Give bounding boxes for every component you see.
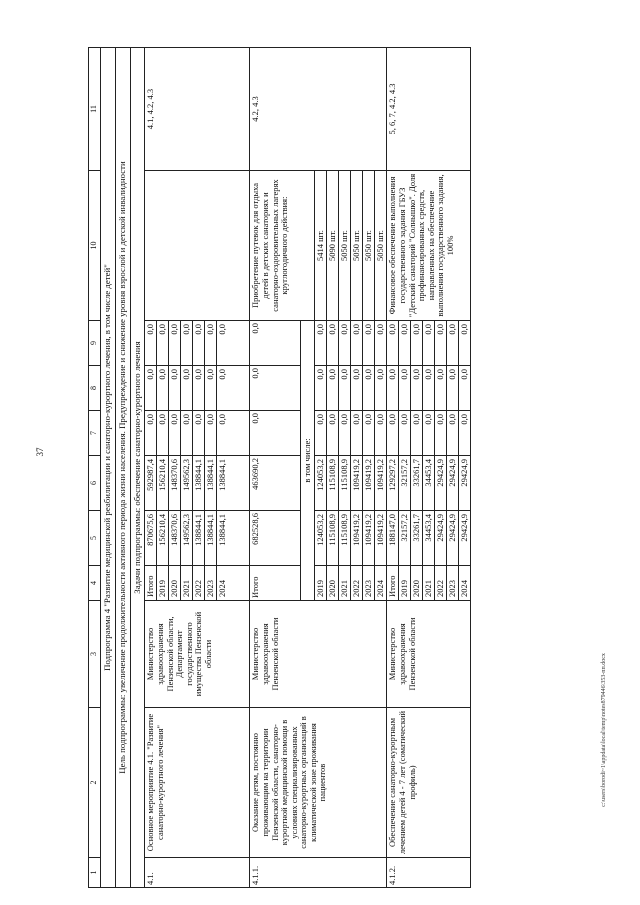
amount-value: 0,0 <box>459 369 470 380</box>
amount-value: 0,0 <box>315 321 327 365</box>
amount-value: 0,0 <box>351 321 363 365</box>
amount-value: 0,0 <box>145 366 157 410</box>
rotated-page <box>88 48 613 888</box>
amount-value: 463690,2 <box>250 456 301 511</box>
amount-value: 0,0 <box>250 366 301 411</box>
table-row <box>387 48 471 888</box>
amount-value: 0,0 <box>327 321 339 365</box>
amount-value: 34453,4 <box>423 511 435 565</box>
amount-value: 0,0 <box>411 366 423 410</box>
program-table <box>88 47 471 888</box>
column-header: 8 <box>89 366 101 411</box>
amount-value: 149562,3 <box>181 511 193 565</box>
amount-value: 156210,4 <box>157 456 169 510</box>
amount-value: 592987,4 <box>145 456 157 510</box>
amount-value: 0,0 <box>339 321 351 365</box>
amount-value: 32157,2 <box>399 456 411 510</box>
amount-value: 29424,9 <box>435 456 447 510</box>
amount-value: 0,0 <box>205 321 217 365</box>
indicator-ref: 5, 6, 7, 4.2, 4.3 <box>387 48 471 171</box>
amount-value: 115108,9 <box>339 511 351 565</box>
amount-value: 109419,2 <box>375 514 386 546</box>
amount-value: 29424,9 <box>459 459 470 487</box>
amount-local-cell <box>387 366 471 411</box>
subprogram-task: Задачи подпрограммы: обеспечение санаторно-курортного лечения <box>130 48 145 888</box>
year-cell <box>387 566 471 601</box>
amount-local-cell <box>315 366 387 411</box>
amount-value: 29424,9 <box>459 514 470 542</box>
amount-total-cell <box>315 511 387 566</box>
amount-value: 0,0 <box>250 321 301 366</box>
amount-other-cell <box>387 321 471 366</box>
amount-value: 0,0 <box>339 411 351 455</box>
amount-value: 0,0 <box>157 321 169 365</box>
amount-total-cell <box>387 511 471 566</box>
amount-value: 0,0 <box>157 366 169 410</box>
in-that-number-label: в том числе: <box>301 321 315 601</box>
amount-value: 29424,9 <box>447 456 459 510</box>
amount-value: 0,0 <box>145 411 157 455</box>
table-row <box>250 48 301 888</box>
amount-value: 109419,2 <box>351 511 363 565</box>
result-quantity: 5050 шт. <box>363 171 375 320</box>
column-header: 6 <box>89 456 101 511</box>
column-number-row <box>89 48 101 888</box>
amount-value: 0,0 <box>447 366 459 410</box>
amount-value: 0,0 <box>399 321 411 365</box>
measure-name: Основное мероприятие 4.1. "Развитие санаторно-курортного лечения" <box>145 708 250 858</box>
year-label: Итого <box>145 566 157 600</box>
amount-value: 0,0 <box>363 366 375 410</box>
amount-value: 0,0 <box>387 411 399 455</box>
expected-result: Финансовое обеспечение выполнения государственного задания ГБУЗ "Детский санаторий "Солнышко". Доля профинансированных средств, направленных на обеспечение выполнения государственного задания, 100% <box>387 171 471 321</box>
column-header: 5 <box>89 511 101 566</box>
year-label: 2019 <box>399 566 411 600</box>
result-quantity: 5050 шт. <box>351 171 363 320</box>
amount-value: 0,0 <box>169 411 181 455</box>
amount-value: 124053,2 <box>315 456 327 510</box>
amount-value: 870675,6 <box>145 511 157 565</box>
year-label: 2023 <box>363 566 375 600</box>
amount-value: 0,0 <box>363 411 375 455</box>
year-label: 2019 <box>157 566 169 600</box>
year-label: 2021 <box>423 566 435 600</box>
amount-total-cell <box>145 511 250 566</box>
amount-value: 0,0 <box>387 366 399 410</box>
indicator-ref: 4.2, 4.3 <box>250 48 387 171</box>
amount-value: 0,0 <box>399 366 411 410</box>
executor: Министерство здравоохранения Пензенской области, Департамент государственного имущества Пензенской области <box>145 601 250 708</box>
amount-value: 109419,2 <box>375 459 386 491</box>
amount-value: 0,0 <box>387 321 399 365</box>
column-header: 2 <box>89 708 101 858</box>
amount-value: 0,0 <box>217 324 228 335</box>
amount-other-cell <box>315 321 387 366</box>
amount-regional-cell <box>315 456 387 511</box>
indicator-ref: 4.1, 4.2, 4.3 <box>145 48 250 171</box>
result-quantities <box>315 171 387 321</box>
row-number: 4.1. <box>145 858 250 888</box>
result-quantity: 5414 шт. <box>315 171 327 320</box>
amount-value: 0,0 <box>181 321 193 365</box>
amount-value: 109419,2 <box>363 456 375 510</box>
amount-value: 156210,4 <box>157 511 169 565</box>
row-number: 4.1.2. <box>387 858 471 888</box>
table-row <box>145 48 250 888</box>
amount-value: 0,0 <box>327 411 339 455</box>
amount-value: 0,0 <box>375 414 386 425</box>
year-label: Итого <box>387 566 399 600</box>
amount-value: 0,0 <box>399 411 411 455</box>
column-header: 4 <box>89 566 101 601</box>
amount-value: 0,0 <box>375 369 386 380</box>
amount-value: 0,0 <box>459 414 470 425</box>
amount-value: 0,0 <box>205 366 217 410</box>
year-label: 2023 <box>447 566 459 600</box>
amount-value: 109419,2 <box>363 511 375 565</box>
amount-value: 129297,2 <box>387 456 399 510</box>
executor: Министерство здравоохранения Пензенской области <box>250 601 387 708</box>
column-header: 10 <box>89 171 101 321</box>
amount-value: 0,0 <box>411 411 423 455</box>
amount-value: 0,0 <box>169 321 181 365</box>
measure-name: Обеспечение санаторно-курортным лечением детей 4 - 7 лет (соматический профиль) <box>387 708 471 858</box>
amount-value: 188147,0 <box>387 511 399 565</box>
amount-value: 0,0 <box>363 321 375 365</box>
subprogram-title: Подпрограмма 4 "Развитие медицинской реабилитации и санаторно-курортного лечения, в том числе детей" <box>100 48 115 888</box>
amount-value: 0,0 <box>435 321 447 365</box>
year-label: 2020 <box>411 566 423 600</box>
row-number: 4.1.1. <box>250 858 387 888</box>
year-label: 2020 <box>169 566 181 600</box>
amount-value: 124053,2 <box>315 511 327 565</box>
amount-value: 0,0 <box>327 366 339 410</box>
amount-value: 0,0 <box>169 366 181 410</box>
amount-value: 0,0 <box>157 411 169 455</box>
amount-value: 29424,9 <box>435 511 447 565</box>
expected-result: Приобретение путевок для отдыха детей в детских санаториях и санаторно-оздоровительных лагерях круглогодичного действия: <box>250 171 315 321</box>
amount-value: 0,0 <box>217 369 228 380</box>
column-header: 7 <box>89 411 101 456</box>
year-label: 2021 <box>339 566 351 600</box>
amount-value: 0,0 <box>315 366 327 410</box>
column-header: 11 <box>89 48 101 171</box>
amount-value: 0,0 <box>447 321 459 365</box>
amount-value: 149562,3 <box>181 456 193 510</box>
executor: Министерство здравоохранения Пензенской области <box>387 601 471 708</box>
year-label: 2019 <box>315 566 327 600</box>
amount-value: 0,0 <box>181 366 193 410</box>
year-label: 2022 <box>193 566 205 600</box>
amount-value: 33261,7 <box>411 456 423 510</box>
amount-value: 109419,2 <box>351 456 363 510</box>
page-number: 37 <box>35 447 45 457</box>
amount-other-cell <box>145 321 250 366</box>
amount-value: 682528,6 <box>250 511 301 566</box>
year-label: 2020 <box>327 566 339 600</box>
amount-value: 0,0 <box>423 366 435 410</box>
amount-value: 0,0 <box>351 366 363 410</box>
amount-value: 34453,4 <box>423 456 435 510</box>
year-label: 2024 <box>459 580 470 597</box>
amount-value: 29424,9 <box>447 511 459 565</box>
amount-value: 0,0 <box>447 411 459 455</box>
amount-value: 0,0 <box>205 411 217 455</box>
amount-value: 0,0 <box>423 411 435 455</box>
year-label: 2024 <box>375 580 386 597</box>
amount-value: 0,0 <box>315 411 327 455</box>
amount-value: 0,0 <box>435 366 447 410</box>
year-label: 2021 <box>181 566 193 600</box>
amount-value: 0,0 <box>250 411 301 456</box>
amount-value: 0,0 <box>423 321 435 365</box>
amount-value: 0,0 <box>217 414 228 425</box>
amount-local-cell <box>145 366 250 411</box>
result-quantity: 5050 шт. <box>375 230 386 261</box>
amount-value: 32157,2 <box>399 511 411 565</box>
amount-value: 0,0 <box>145 321 157 365</box>
column-header: 1 <box>89 858 101 888</box>
amount-value: 0,0 <box>181 411 193 455</box>
amount-regional-cell <box>145 456 250 511</box>
year-label: 2024 <box>217 580 228 597</box>
year-label: 2022 <box>435 566 447 600</box>
amount-value: 0,0 <box>375 324 386 335</box>
year-cell <box>315 566 387 601</box>
amount-value: 138844,1 <box>193 511 205 565</box>
amount-value: 148370,6 <box>169 456 181 510</box>
amount-value: 148370,6 <box>169 511 181 565</box>
amount-value: 138844,1 <box>205 456 217 510</box>
amount-value: 0,0 <box>351 411 363 455</box>
subprogram-goal: Цель подпрограммы: увеличение продолжительности активного периода жизни населения. Предупреждение и снижение уровня взрослой и детской инвалидности <box>115 48 130 888</box>
year-cell <box>145 566 250 601</box>
amount-regional-cell <box>387 456 471 511</box>
amount-value: 0,0 <box>339 366 351 410</box>
year-label: Итого <box>250 566 301 601</box>
amount-value: 138844,1 <box>205 511 217 565</box>
amount-federal-cell <box>315 411 387 456</box>
amount-value: 138844,1 <box>217 514 228 546</box>
amount-federal-cell <box>145 411 250 456</box>
amount-value: 0,0 <box>193 366 205 410</box>
column-header: 9 <box>89 321 101 366</box>
result-quantity: 5050 шт. <box>339 171 351 320</box>
amount-value: 0,0 <box>193 411 205 455</box>
amount-value: 0,0 <box>193 321 205 365</box>
amount-value: 138844,1 <box>217 459 228 491</box>
column-header: 3 <box>89 601 101 708</box>
measure-name: Оказание детям, постоянно проживающим на территории Пензенской области, санаторно-курортной медицинской помощи в условиях специализированных санаторно-курортных организаций в климатической зоне проживания пациентов <box>250 708 387 858</box>
amount-value: 0,0 <box>411 321 423 365</box>
amount-value: 0,0 <box>459 324 470 335</box>
expected-result <box>145 171 250 321</box>
footer-file-path: c:\users\borodi~1\appdata\local\temp\notes879446\353-пп.docx <box>601 653 607 807</box>
year-label: 2023 <box>205 566 217 600</box>
amount-value: 115108,9 <box>327 456 339 510</box>
amount-federal-cell <box>387 411 471 456</box>
amount-value: 138844,1 <box>193 456 205 510</box>
result-quantity: 5090 шт. <box>327 171 339 320</box>
amount-value: 0,0 <box>435 411 447 455</box>
year-label: 2022 <box>351 566 363 600</box>
amount-value: 115108,9 <box>327 511 339 565</box>
amount-value: 115108,9 <box>339 456 351 510</box>
amount-value: 33261,7 <box>411 511 423 565</box>
